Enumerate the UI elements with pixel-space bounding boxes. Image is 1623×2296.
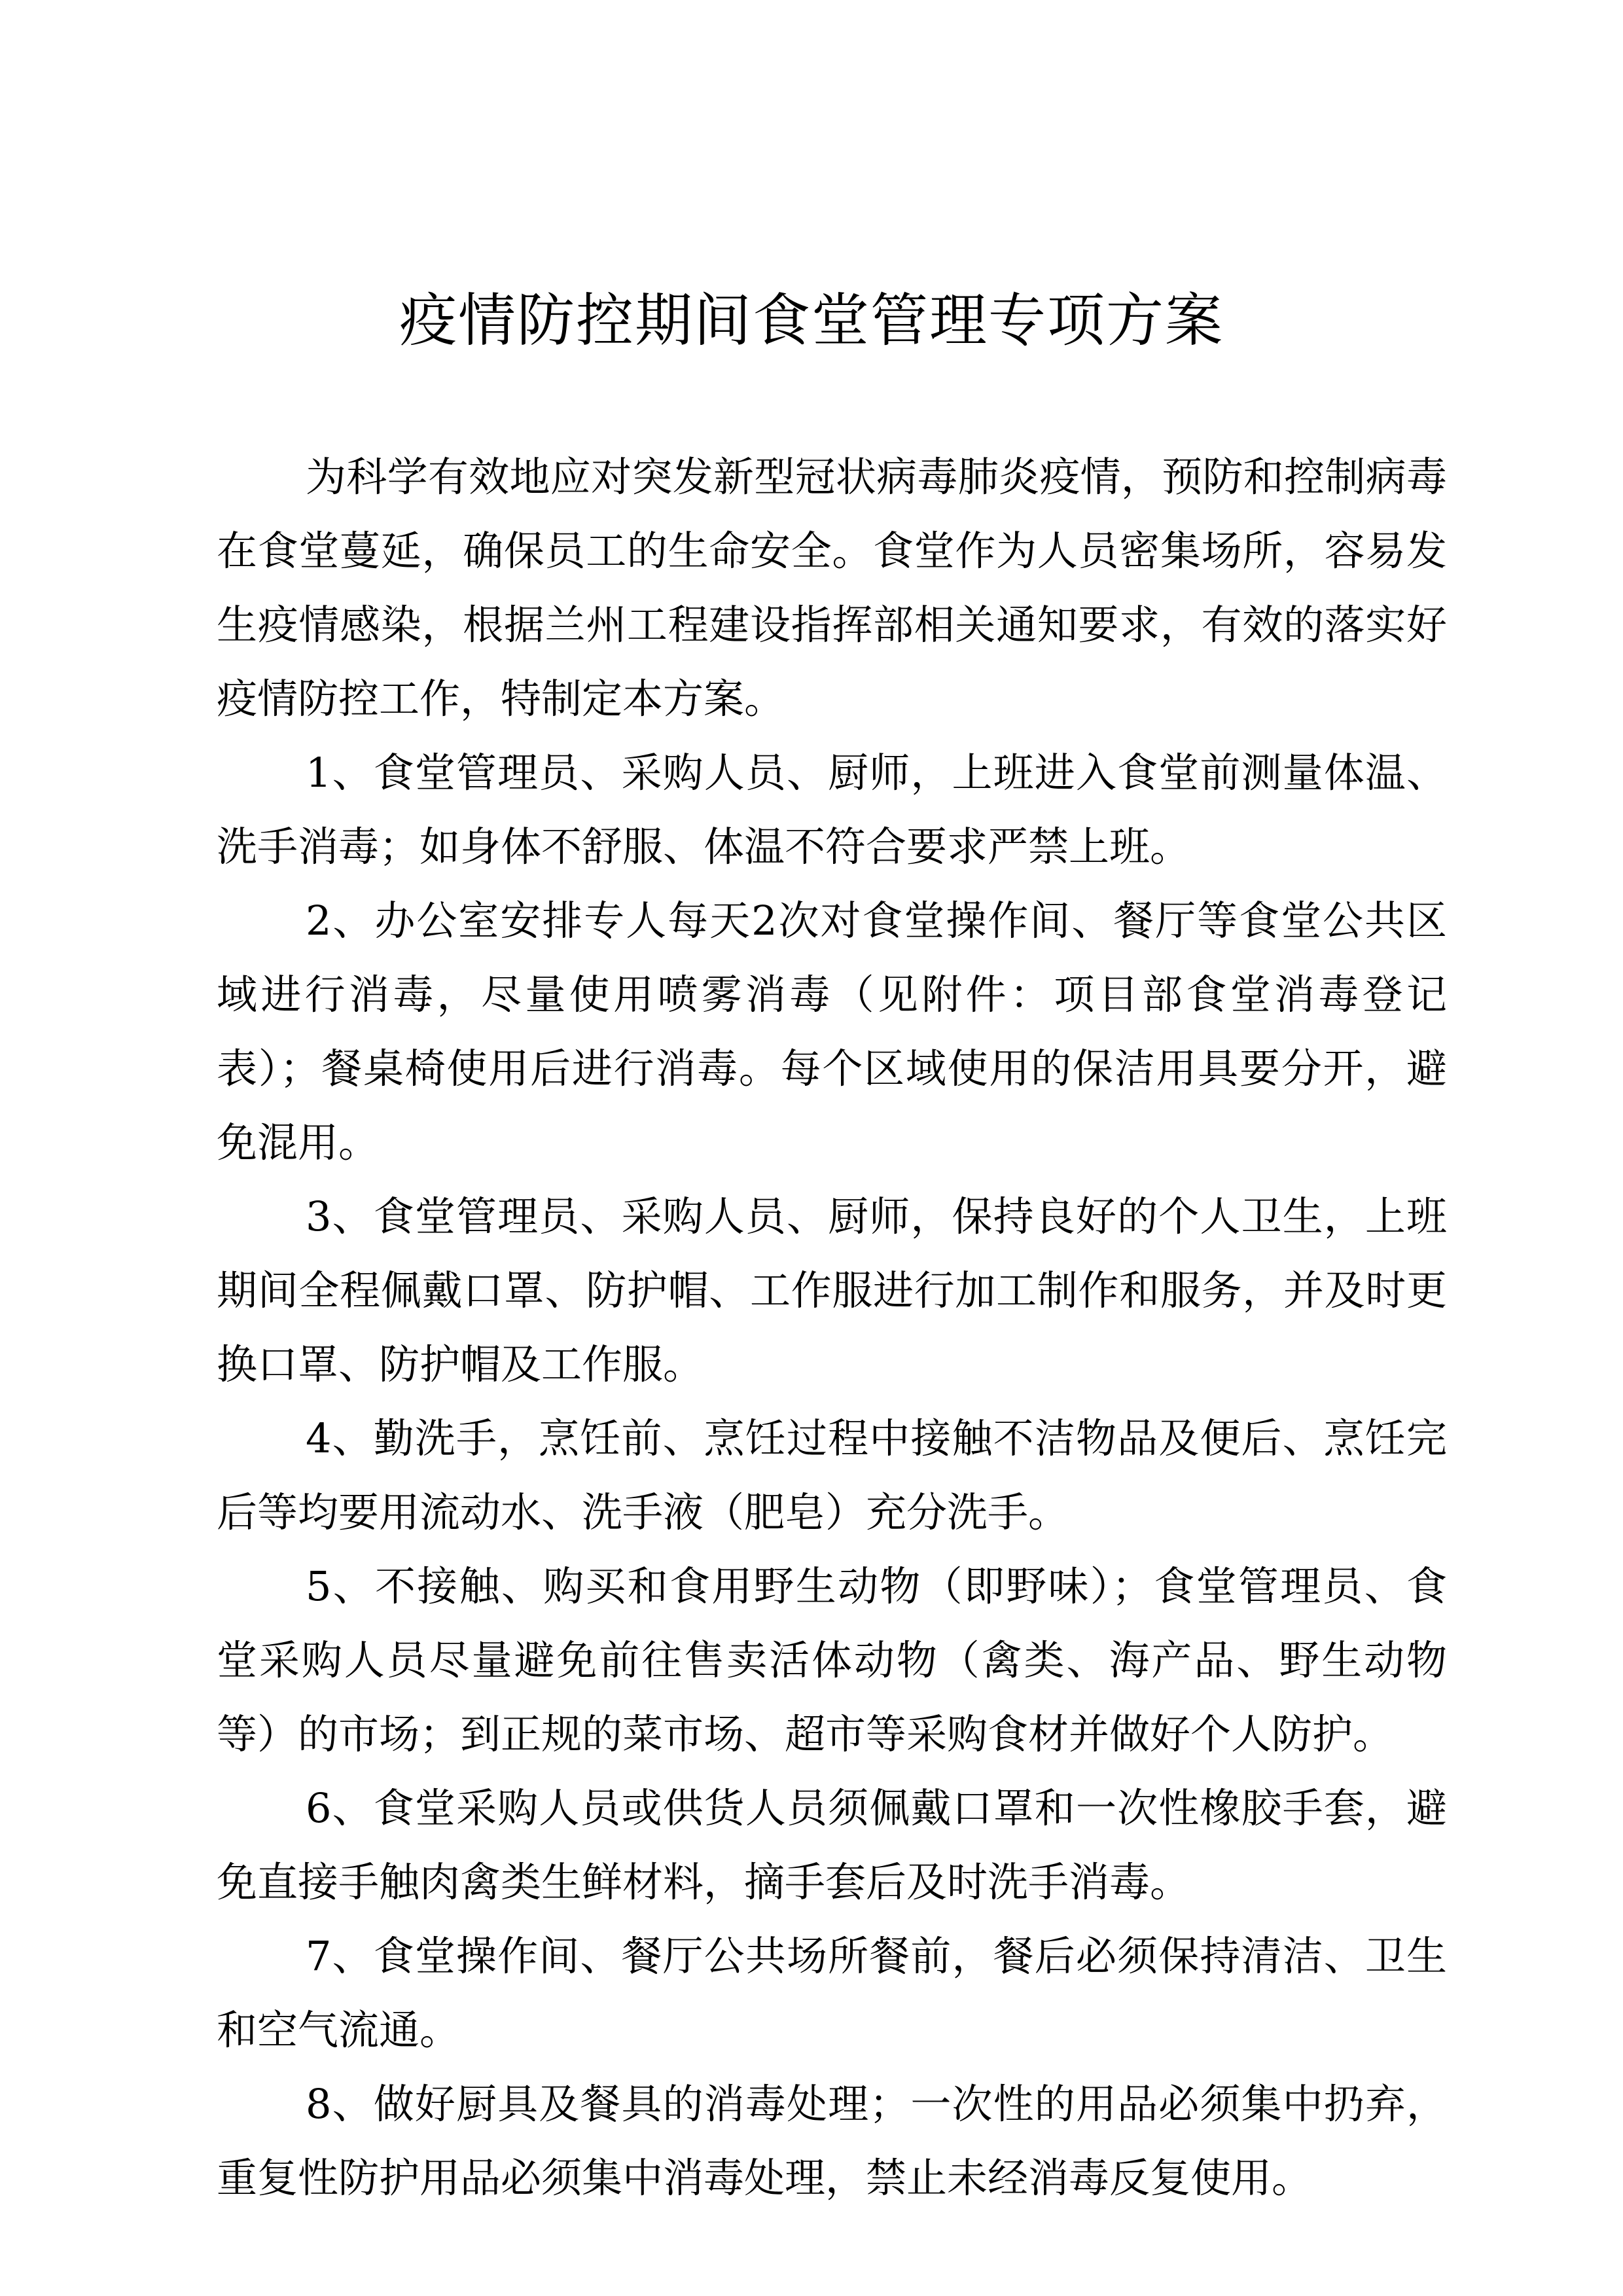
intro-paragraph: 为科学有效地应对突发新型冠状病毒肺炎疫情，预防和控制病毒在食堂蔓延，确保员工的生命安全。食堂作为人员密集场所，容易发生疫情感染，根据兰州工程建设指挥部相关通知要求，有效的落实好疫情防控工作，特制定本方案。 [217,453,1447,723]
page-title: 疫情防控期间食堂管理专项方案 [399,287,1224,354]
clause-5-paragraph: 5、不接触、购买和食用野生动物（即野味）；食堂管理员、食堂采购人员尽量避免前往售卖活体动物（禽类、海产品、野生动物等）的市场；到正规的菜市场、超市等采购食材并做好个人防护。 [217,1562,1447,1758]
clause-3-paragraph: 3、食堂管理员、采购人员、厨师，保持良好的个人卫生，上班期间全程佩戴口罩、防护帽、工作服进行加工制作和服务，并及时更换口罩、防护帽及工作服。 [217,1193,1447,1388]
clause-1-paragraph: 1、食堂管理员、采购人员、厨师，上班进入食堂前测量体温、洗手消毒；如身体不舒服、体温不符合要求严禁上班。 [217,749,1447,870]
document-body [217,440,1447,2215]
clause-7-paragraph: 7、食堂操作间、餐厅公共场所餐前，餐后必须保持清洁、卫生和空气流通。 [217,1932,1447,2054]
clause-4-paragraph: 4、勤洗手，烹饪前、烹饪过程中接触不洁物品及便后、烹饪完后等均要用流动水、洗手液（肥皂）充分洗手。 [217,1414,1447,1536]
clause-8-paragraph: 8、做好厨具及餐具的消毒处理；一次性的用品必须集中扔弃，重复性防护用品必须集中消毒处理，禁止未经消毒反复使用。 [217,2080,1447,2202]
clause-6-paragraph: 6、食堂采购人员或供货人员须佩戴口罩和一次性橡胶手套，避免直接手触肉禽类生鲜材料，摘手套后及时洗手消毒。 [217,1784,1447,1906]
clause-2-paragraph: 2、办公室安排专人每天2次对食堂操作间、餐厅等食堂公共区域进行消毒，尽量使用喷雾消毒（见附件：项目部食堂消毒登记表）；餐桌椅使用后进行消毒。每个区域使用的保洁用具要分开，避免混用。 [217,897,1447,1166]
